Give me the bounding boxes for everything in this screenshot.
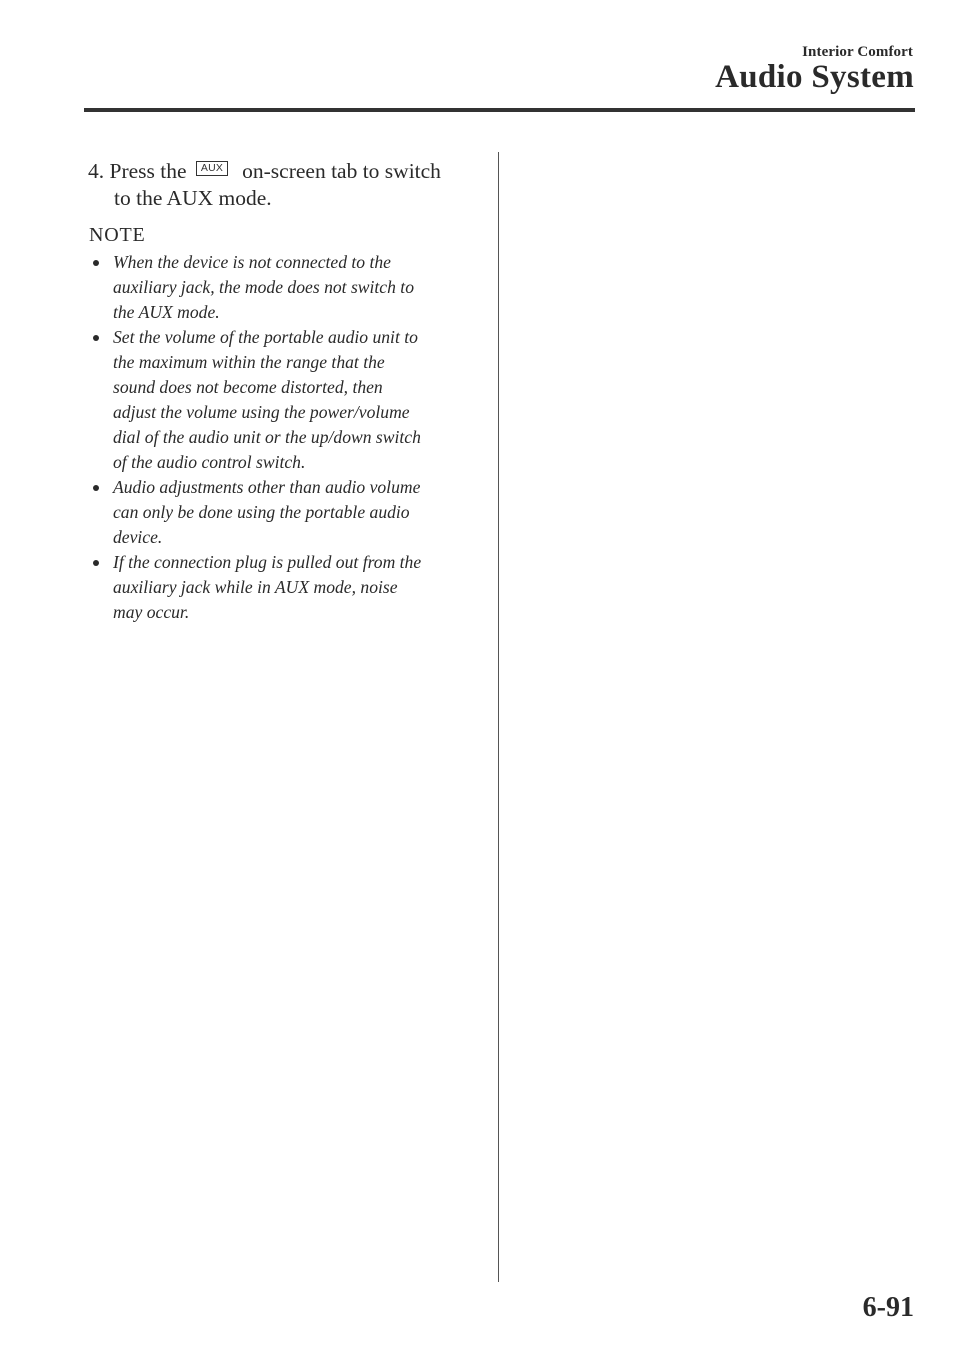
note-heading: NOTE (89, 224, 146, 246)
note-line: auxiliary jack while in AUX mode, noise (113, 577, 398, 597)
section-label: Interior Comfort (802, 44, 913, 60)
page-title: Audio System (715, 59, 914, 95)
bullet-icon (93, 485, 99, 491)
note-line: can only be done using the portable audio (113, 502, 410, 522)
header-divider (84, 108, 915, 112)
note-item (93, 550, 483, 625)
note-line: the maximum within the range that the (113, 352, 385, 372)
note-item (93, 325, 483, 475)
step-number: 4. (88, 159, 105, 183)
note-line: adjust the volume using the power/volume (113, 402, 410, 422)
note-list (93, 250, 483, 625)
note-line: If the connection plug is pulled out from the (113, 552, 422, 572)
note-line: device. (113, 527, 163, 547)
step-line-1 (88, 158, 478, 185)
note-line: auxiliary jack, the mode does not switch to (113, 277, 414, 297)
note-line: dial of the audio unit or the up/down switch (113, 427, 421, 447)
note-line: sound does not become distorted, then (113, 377, 383, 397)
step-text-tab: on-screen tab to switch (242, 159, 441, 183)
note-line: Audio adjustments other than audio volume (113, 477, 421, 497)
step-4 (88, 158, 478, 212)
note-line: may occur. (113, 602, 190, 622)
step-text-press: Press the (109, 159, 187, 183)
note-item (93, 250, 483, 325)
note-line: Set the volume of the portable audio unit to (113, 327, 418, 347)
page-number: 6-91 (862, 1292, 914, 1323)
note-line: When the device is not connected to the (113, 252, 391, 272)
note-item (93, 475, 483, 550)
bullet-icon (93, 335, 99, 341)
note-line: of the audio control switch. (113, 452, 306, 472)
bullet-icon (93, 560, 99, 566)
column-divider (498, 152, 499, 1282)
aux-tab-icon: AUX (196, 161, 228, 176)
step-line-2: to the AUX mode. (114, 186, 272, 210)
note-line: the AUX mode. (113, 302, 220, 322)
bullet-icon (93, 260, 99, 266)
